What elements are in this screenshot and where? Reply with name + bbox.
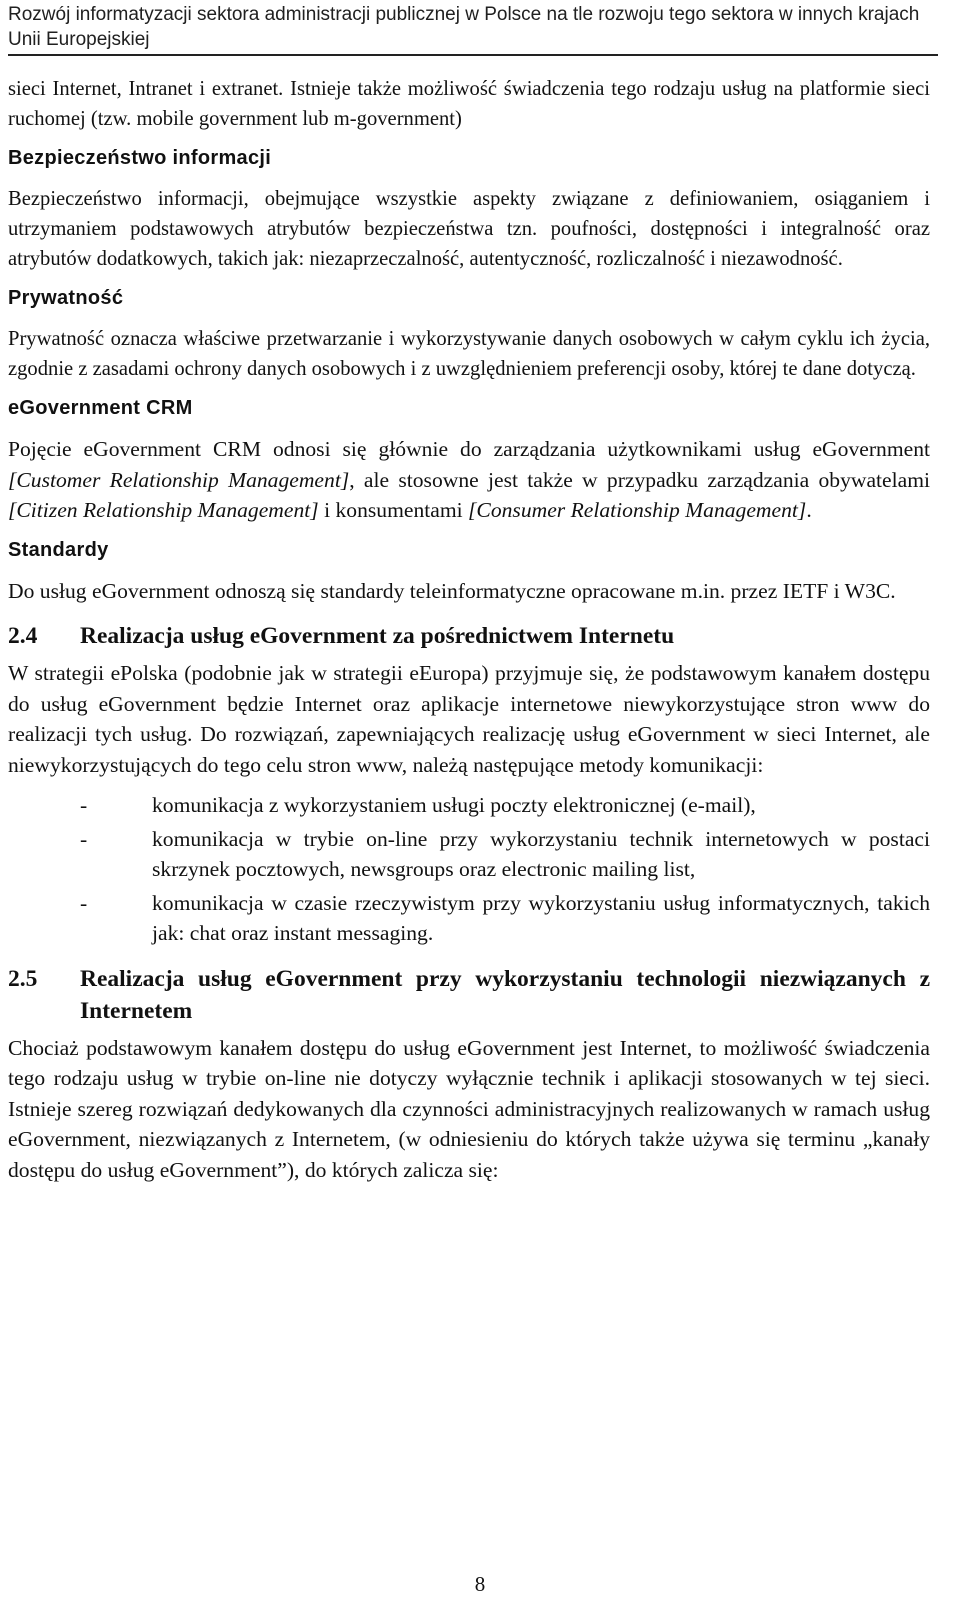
section-title: Realizacja usług eGovernment przy wykorzystaniu technologii niezwiązanych z Internetem <box>80 965 930 1024</box>
page-content <box>8 74 930 1185</box>
crm-paragraph <box>8 434 930 526</box>
list-item <box>8 824 930 885</box>
list-dash: - <box>80 793 88 817</box>
intro-paragraph: sieci Internet, Intranet i extranet. Istnieje także możliwość świadczenia tego rodzaju usług na platformie sieci ruchomej (tzw. mobile government lub m-government) <box>8 78 930 130</box>
privacy-paragraph: Prywatność oznacza właściwe przetwarzanie i wykorzystywanie danych osobowych w całym cyklu ich życia, zgodnie z zasadami ochrony danych osobowych i z uwzględnieniem preferencji osoby, której te dane dotyczą. <box>8 328 930 380</box>
heading-privacy: Prywatność <box>8 287 124 309</box>
list-dash: - <box>80 890 88 915</box>
section-heading-2-4 <box>8 620 930 652</box>
section-2-5-paragraph: Chociaż podstawowym kanałem dostępu do usług eGovernment jest Internet, to możliwość świadczenia tego rodzaju usług w trybie on-line nie dotyczy wyłącznie technik i aplikacji stosowanych w tej sieci. Istnieje szereg rozwiązań dedykowanych dla czynności administracyjnych realizowanych w ramach usług eGovernment, niezwiązanych z Internetem, (w odniesieniu do których także używa się terminu „kanały dostępu do usług eGovernment”), do których zalicza się: <box>8 1035 930 1182</box>
communication-methods-list <box>8 790 930 949</box>
list-dash: - <box>80 826 88 851</box>
standards-paragraph: Do usług eGovernment odnoszą się standardy teleinformatyczne opracowane m.in. przez IETF i W3C. <box>8 578 896 603</box>
list-item-text: komunikacja z wykorzystaniem usługi poczty elektronicznej (e-mail), <box>152 793 756 817</box>
list-item-text: komunikacja w czasie rzeczywistym przy wykorzystaniu usług informatycznych, takich jak: chat oraz instant messaging. <box>152 890 930 945</box>
section-heading-2-5 <box>8 963 930 1027</box>
crm-text-3: i konsumentami <box>318 498 469 522</box>
running-header: Rozwój informatyzacji sektora administracji publicznej w Polsce na tle rozwoju tego sektora w innych krajach Unii Europejskiej <box>8 2 938 56</box>
crm-text-2: , ale stosowne jest także w przypadku zarządzania obywatelami <box>349 467 931 492</box>
crm-term-citizen: [Citizen Relationship Management] <box>8 498 319 522</box>
crm-term-customer: [Customer Relationship Management] <box>8 467 350 492</box>
heading-security: Bezpieczeństwo informacji <box>8 147 272 169</box>
section-number: 2.4 <box>8 623 38 649</box>
section-2-4-paragraph: W strategii ePolska (podobnie jak w strategii eEuropa) przyjmuje się, że podstawowym kanałem dostępu do usług eGovernment będzie Internet oraz aplikacje internetowe niewykorzystujące stron www do realizacji tych usług. Do rozwiązań, zapewniających realizację usług eGovernment w sieci Internet, ale niewykorzystujących do tego celu stron www, należą następujące metody komunikacji: <box>8 661 930 777</box>
security-paragraph: Bezpieczeństwo informacji, obejmujące wszystkie aspekty związane z definiowaniem, osiąganiem i utrzymaniem podstawowych atrybutów bezpieczeństwa tzn. poufności, dostępności i integralność oraz atrybutów dodatkowych, takich jak: niezaprzeczalność, autentyczność, rozliczalność i niezawodność. <box>8 188 930 270</box>
crm-term-consumer: [Consumer Relationship Management] <box>468 498 807 522</box>
section-title: Realizacja usług eGovernment za pośrednictwem Internetu <box>80 623 675 649</box>
page-number: 8 <box>474 1572 486 1596</box>
list-item-text: komunikacja w trybie on-line przy wykorzystaniu technik internetowych w postaci skrzynek pocztowych, newsgroups oraz electronic mailing list, <box>152 826 930 881</box>
crm-text-4: . <box>806 498 812 522</box>
heading-crm: eGovernment CRM <box>8 397 193 419</box>
list-item <box>8 790 930 821</box>
crm-text-1: Pojęcie eGovernment CRM odnosi się głównie do zarządzania użytkownikami usług eGovernment <box>8 437 930 461</box>
list-item <box>8 888 930 949</box>
section-number: 2.5 <box>8 965 38 992</box>
heading-standards: Standardy <box>8 538 109 561</box>
